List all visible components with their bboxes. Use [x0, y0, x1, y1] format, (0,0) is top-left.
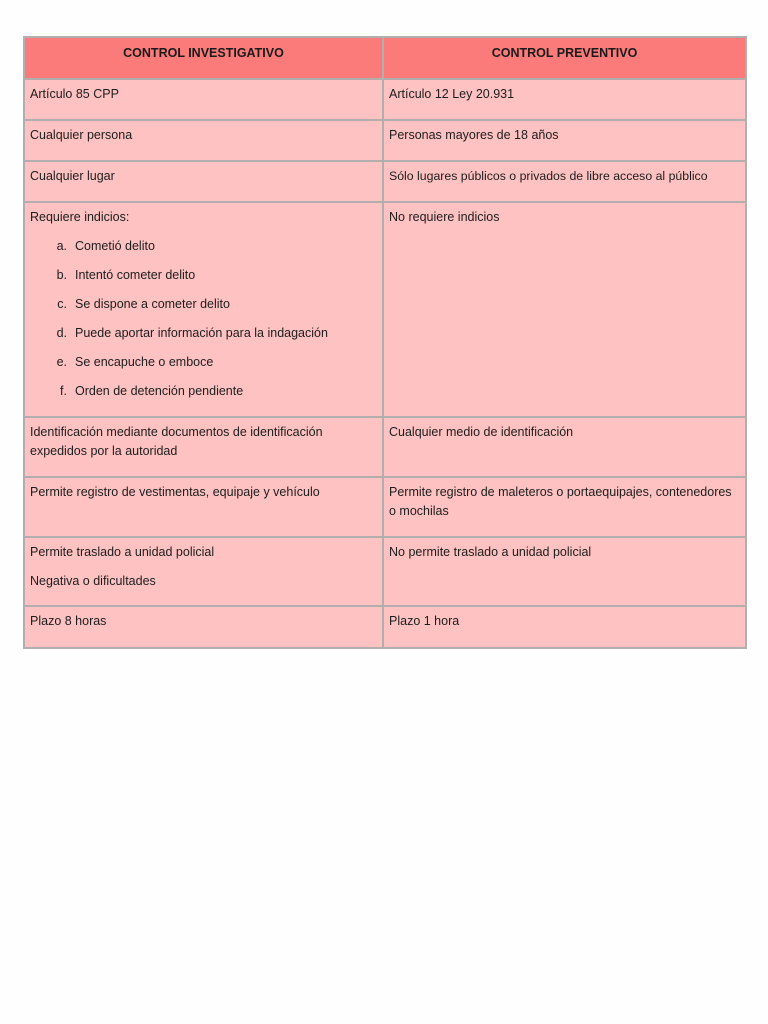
list-marker: c. [57, 297, 67, 311]
cell-registro-preventivo: Permite registro de maleteros o portaequipajes, contenedores o mochilas [383, 477, 746, 537]
cell-traslado-investigativo [24, 537, 383, 606]
table-row [24, 606, 746, 648]
list-item-text: Cometió delito [75, 239, 155, 253]
list-item-text: Puede aportar información para la indagación [75, 326, 328, 340]
table-row [24, 477, 746, 537]
header-control-investigativo: CONTROL INVESTIGATIVO [24, 37, 383, 79]
cell-plazo-preventivo: Plazo 1 hora [383, 606, 746, 648]
header-control-preventivo: CONTROL PREVENTIVO [383, 37, 746, 79]
table-row [24, 120, 746, 161]
list-marker: d. [56, 326, 67, 340]
list-item [30, 295, 377, 314]
list-item [30, 353, 377, 372]
cell-lugar-preventivo: Sólo lugares públicos o privados de libre acceso al público [383, 161, 746, 202]
table-header-row [24, 37, 746, 79]
indicios-intro: Requiere indicios: [30, 210, 130, 224]
list-item [30, 324, 377, 343]
cell-identificacion-preventivo: Cualquier medio de identificación [383, 417, 746, 477]
cell-identificacion-investigativo: Identificación mediante documentos de identificación expedidos por la autoridad [24, 417, 383, 477]
table-row [24, 79, 746, 120]
list-marker: b. [56, 268, 67, 282]
list-marker: a. [56, 239, 67, 253]
cell-lugar-investigativo: Cualquier lugar [24, 161, 383, 202]
comparison-table [23, 36, 747, 649]
list-item [30, 382, 377, 401]
list-item-text: Intentó cometer delito [75, 268, 196, 282]
traslado-line-1: Permite traslado a unidad policial [30, 545, 215, 559]
indicios-list [30, 237, 377, 401]
table-row [24, 161, 746, 202]
list-marker: e. [56, 355, 67, 369]
cell-indicios-preventivo: No requiere indicios [383, 202, 746, 417]
list-item-text: Se encapuche o emboce [75, 355, 214, 369]
cell-personas-investigativo: Cualquier persona [24, 120, 383, 161]
table-row [24, 537, 746, 606]
cell-plazo-investigativo: Plazo 8 horas [24, 606, 383, 648]
traslado-line-2: Negativa o dificultades [30, 574, 156, 588]
cell-articulo-preventivo: Artículo 12 Ley 20.931 [383, 79, 746, 120]
cell-personas-preventivo: Personas mayores de 18 años [383, 120, 746, 161]
list-marker: f. [60, 384, 67, 398]
list-item-text: Se dispone a cometer delito [75, 297, 230, 311]
cell-articulo-investigativo: Artículo 85 CPP [24, 79, 383, 120]
table-row [24, 202, 746, 417]
cell-indicios-investigativo [24, 202, 383, 417]
list-item [30, 237, 377, 256]
cell-traslado-preventivo: No permite traslado a unidad policial [383, 537, 746, 606]
list-item-text: Orden de detención pendiente [75, 384, 244, 398]
cell-registro-investigativo: Permite registro de vestimentas, equipaje y vehículo [24, 477, 383, 537]
list-item [30, 266, 377, 285]
table-row [24, 417, 746, 477]
